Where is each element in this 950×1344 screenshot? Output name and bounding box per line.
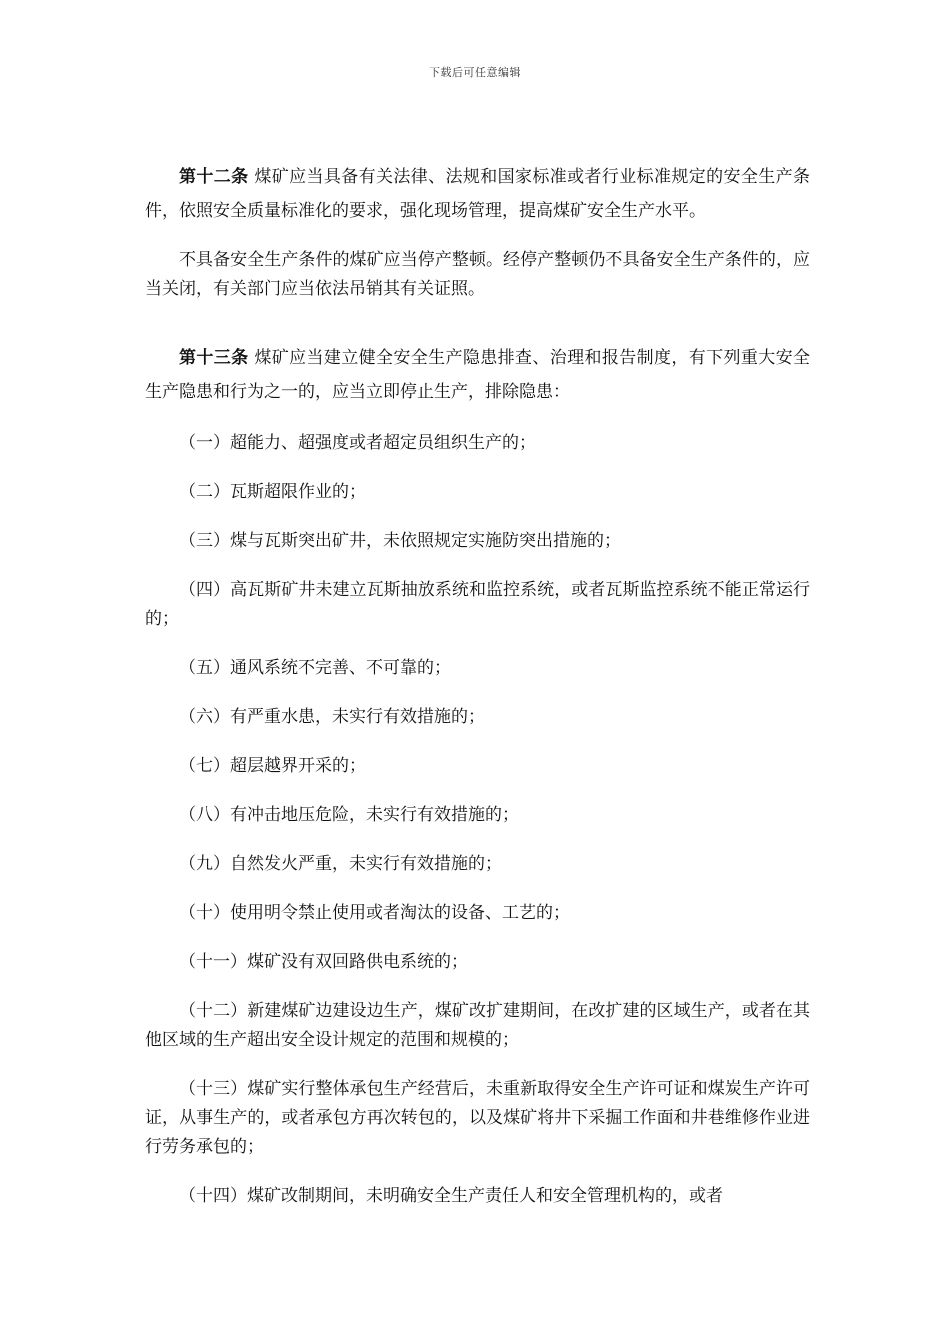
article-12-paragraph	[145, 160, 810, 228]
page-header: 下载后可任意编辑	[429, 66, 521, 79]
list-item: （十一）煤矿没有双回路供电系统的；	[179, 952, 468, 972]
list-item: （五）通风系统不完善、不可靠的；	[179, 658, 451, 678]
list-item: （十二）新建煤矿边建设边生产，煤矿改扩建期间，在改扩建的区域生产，或者在其他区域的生产超出安全设计规定的范围和规模的；	[145, 1001, 810, 1050]
article-13-paragraph	[145, 341, 810, 409]
list-item: （十四）煤矿改制期间，未明确安全生产责任人和安全管理机构的，或者	[179, 1186, 723, 1206]
article-12-label: 第十二条	[179, 167, 249, 187]
article-13-label: 第十三条	[179, 348, 249, 368]
list-item: （八）有冲击地压危险，未实行有效措施的；	[179, 805, 519, 825]
list-item: （十）使用明令禁止使用或者淘汰的设备、工艺的；	[179, 903, 570, 923]
list-item: （六）有严重水患，未实行有效措施的；	[179, 707, 485, 727]
list-item: （一）超能力、超强度或者超定员组织生产的；	[179, 433, 536, 453]
document-body	[145, 160, 810, 1211]
list-item: （七）超层越界开采的；	[179, 756, 366, 776]
list-item: （九）自然发火严重，未实行有效措施的；	[179, 854, 502, 874]
article-12-text: 煤矿应当具备有关法律、法规和国家标准或者行业标准规定的安全生产条件，依照安全质量标准化的要求，强化现场管理，提高煤矿安全生产水平。	[145, 167, 811, 221]
list-item: （十三）煤矿实行整体承包生产经营后，未重新取得安全生产许可证和煤炭生产许可证，从事生产的，或者承包方再次转包的，以及煤矿将井下采掘工作面和井巷维修作业进行劳务承包的；	[145, 1079, 810, 1157]
list-item: （四）高瓦斯矿井未建立瓦斯抽放系统和监控系统，或者瓦斯监控系统不能正常运行的；	[145, 580, 810, 629]
article-13-text: 煤矿应当建立健全安全生产隐患排查、治理和报告制度，有下列重大安全生产隐患和行为之一的，应当立即停止生产，排除隐患：	[145, 348, 811, 402]
list-item: （三）煤与瓦斯突出矿井，未依照规定实施防突出措施的；	[179, 531, 621, 551]
list-item: （二）瓦斯超限作业的；	[179, 482, 366, 502]
article-12-paragraph-2: 不具备安全生产条件的煤矿应当停产整顿。经停产整顿仍不具备安全生产条件的，应当关闭，有关部门应当依法吊销其有关证照。	[145, 250, 810, 299]
